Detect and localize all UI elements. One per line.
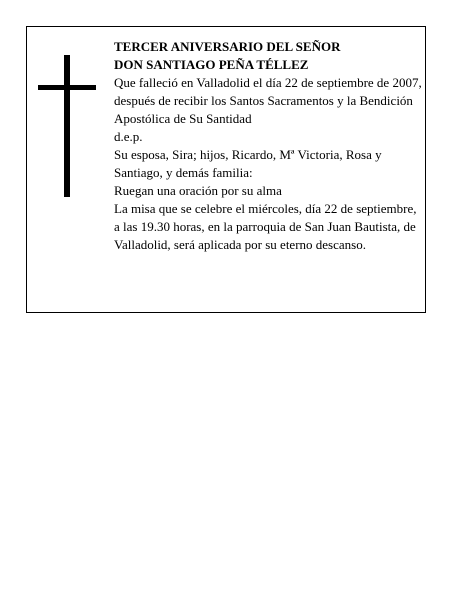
cross-vertical-bar [64,55,70,197]
notice-paragraph-prayer: Ruegan una oración por su alma [114,183,282,198]
notice-paragraph-mass: La misa que se celebre el miércoles, día 22 de septiembre, a las 19.30 horas, en la parroquia de San Juan Bautista, de Valladolid, será aplicada por su eterno descanso. [114,201,417,252]
notice-paragraph-family: Su esposa, Sira; hijos, Ricardo, Mª Victoria, Rosa y Santiago, y demás familia: [114,147,382,180]
notice-text-block [114,38,424,254]
notice-title-line-2: DON SANTIAGO PEÑA TÉLLEZ [114,57,309,72]
notice-paragraph-death: Que falleció en Valladolid el día 22 de septiembre de 2007, después de recibir los Santos Sacramentos y la Bendición Apostólica de Su Santidad [114,75,422,126]
cross-horizontal-bar [38,85,96,90]
notice-paragraph-dep: d.e.p. [114,129,143,144]
notice-title-line-1: TERCER ANIVERSARIO DEL SEÑOR [114,39,341,54]
latin-cross-icon [38,55,96,197]
